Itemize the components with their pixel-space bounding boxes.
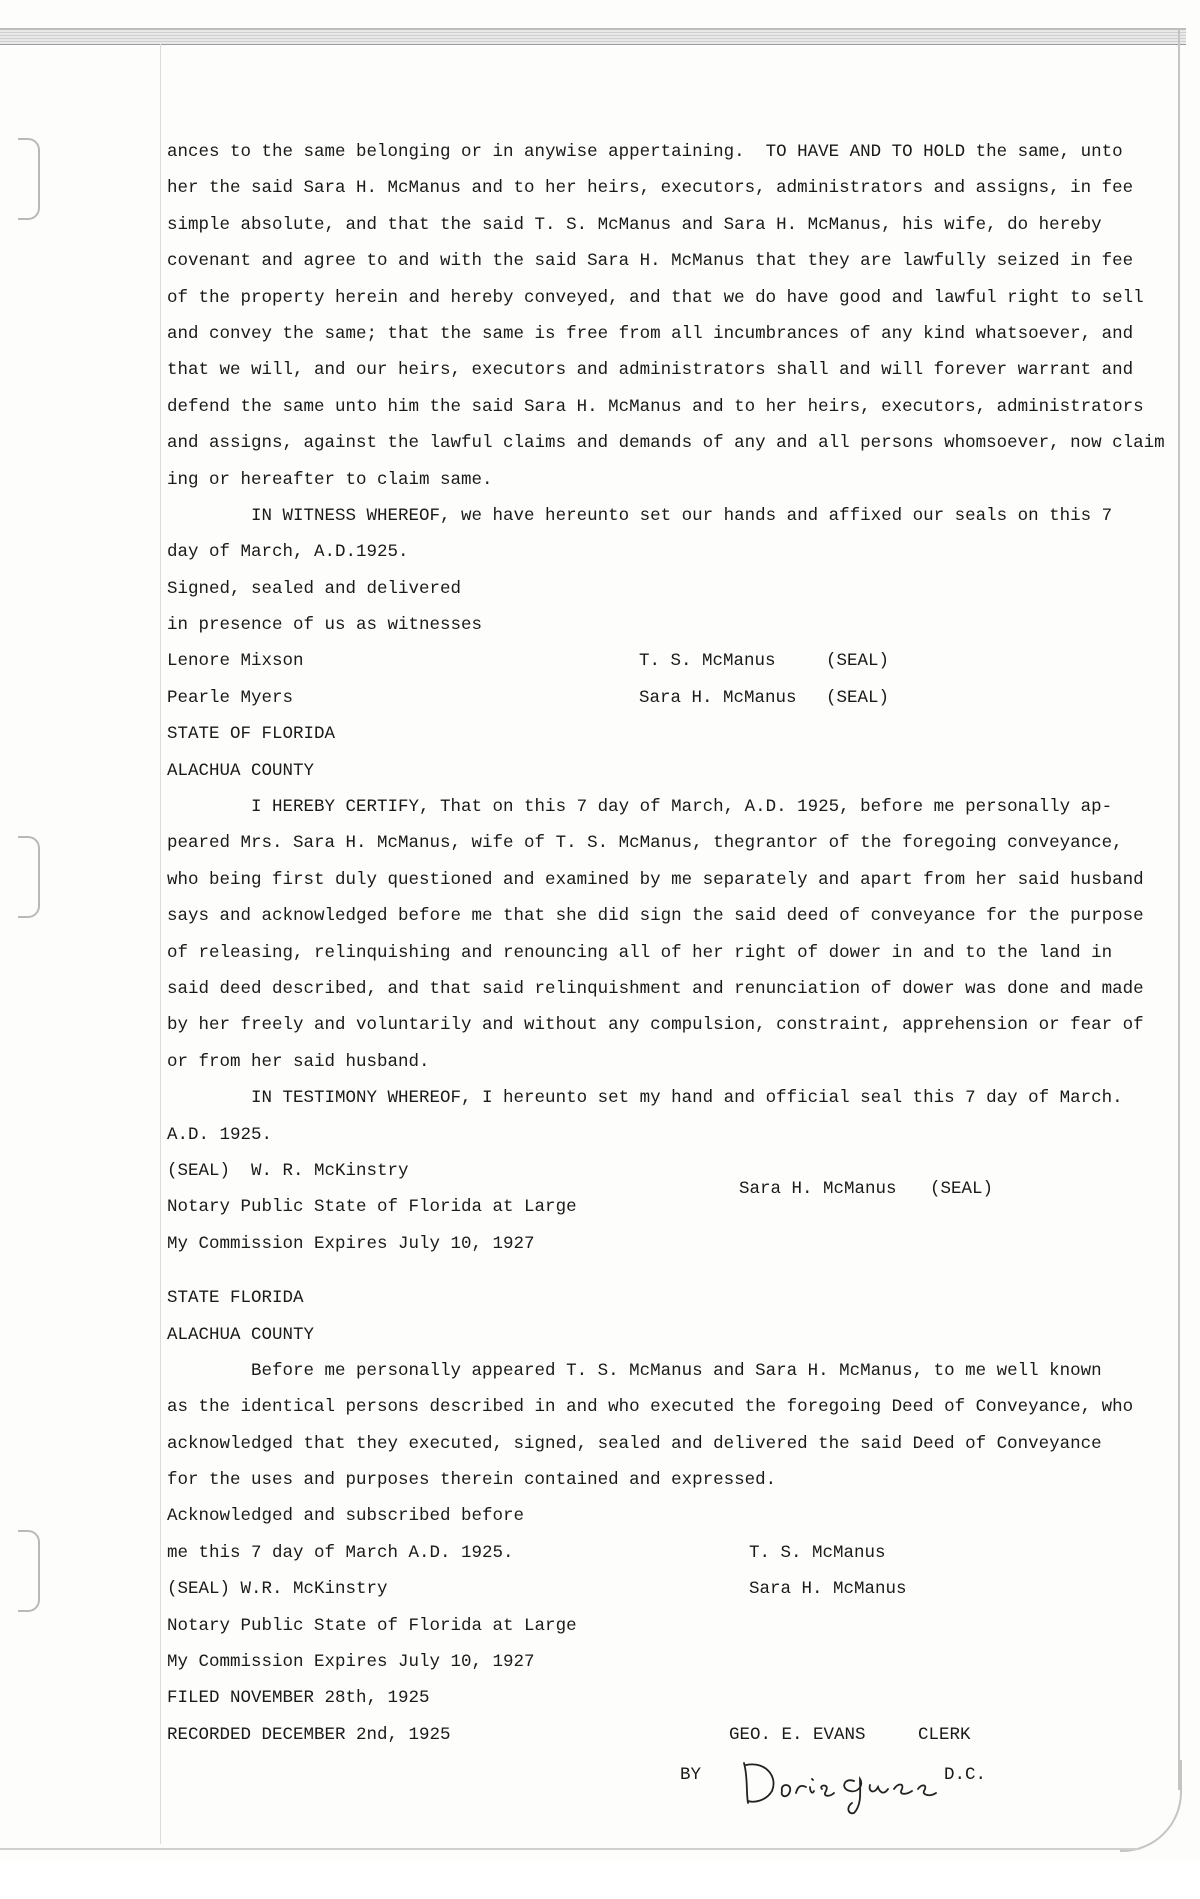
certificate-line: I HEREBY CERTIFY, That on this 7 day of March, A.D. 1925, before me personally ap- xyxy=(167,797,1113,818)
signer-name: Sara H. McManus xyxy=(639,687,797,708)
deputy-signature xyxy=(736,1755,1036,1815)
handwritten-signature-icon xyxy=(736,1755,1036,1815)
venue-state: STATE FLORIDA xyxy=(167,1288,304,1309)
clerk-name: GEO. E. EVANS xyxy=(729,1724,866,1745)
page-top-edge xyxy=(0,28,1186,45)
ack-date: me this 7 day of March A.D. 1925. xyxy=(167,1542,514,1563)
deed-line: that we will, and our heirs, executors and administrators shall and will forever warrant and xyxy=(167,360,1134,381)
witness-name: Lenore Mixson xyxy=(167,651,304,672)
deed-line: defend the same unto him the said Sara H. McManus and to her heirs, executors, administrators xyxy=(167,396,1144,417)
signer-name: Sara H. McManus xyxy=(739,1178,897,1199)
certificate-line: says and acknowledged before me that she did sign the said deed of conveyance for the purpose xyxy=(167,906,1144,927)
deed-text xyxy=(167,134,1177,1790)
signature-row xyxy=(167,643,1177,679)
certificate-line: said deed described, and that said relinquishment and renunciation of dower was done and made xyxy=(167,978,1144,999)
deed-line: of the property herein and hereby conveyed, and that we do have good and lawful right to sell xyxy=(167,287,1144,308)
page-right-edge xyxy=(1178,30,1180,1790)
notary-name: (SEAL) W. R. McKinstry xyxy=(167,1160,409,1181)
signer-name: T. S. McManus xyxy=(639,651,776,672)
deed-line: her the said Sara H. McManus and to her heirs, executors, administrators and assigns, in fee xyxy=(167,178,1134,199)
witness-name: Pearle Myers xyxy=(167,687,294,708)
ack-subscribed: Acknowledged and subscribed before xyxy=(167,1506,525,1527)
acknowledgment-line: for the uses and purposes therein contained and expressed. xyxy=(167,1470,777,1491)
deed-line: ing or hereafter to claim same. xyxy=(167,469,493,490)
notary-row xyxy=(167,1571,1177,1607)
deed-line: simple absolute, and that the said T. S. McManus and Sara H. McManus, his wife, do hereby xyxy=(167,214,1102,235)
deed-line: day of March, A.D.1925. xyxy=(167,542,409,563)
venue-state: STATE OF FLORIDA xyxy=(167,724,336,745)
notary-commission: My Commission Expires July 10, 1927 xyxy=(167,1233,535,1254)
acknowledgment-line: acknowledged that they executed, signed, sealed and delivered the said Deed of Conveyance xyxy=(167,1433,1102,1454)
binder-hole-icon xyxy=(18,836,40,918)
signed-line: Signed, sealed and delivered xyxy=(167,578,462,599)
seal-mark: (SEAL) xyxy=(826,687,890,708)
certificate-line: of releasing, relinquishing and renouncing all of her right of dower in and to the land in xyxy=(167,942,1113,963)
notary-commission: My Commission Expires July 10, 1927 xyxy=(167,1652,535,1673)
notary-title: Notary Public State of Florida at Large xyxy=(167,1615,577,1636)
deed-line: covenant and agree to and with the said Sara H. McManus that they are lawfully seized in fee xyxy=(167,251,1134,272)
certificate-line: or from her said husband. xyxy=(167,1051,430,1072)
venue-county: ALACHUA COUNTY xyxy=(167,760,315,781)
signature-row xyxy=(167,680,1177,716)
filed-date: FILED NOVEMBER 28th, 1925 xyxy=(167,1688,430,1709)
seal-mark: (SEAL) xyxy=(826,651,890,672)
recorded-date: RECORDED DECEMBER 2nd, 1925 xyxy=(167,1724,451,1745)
binder-hole-icon xyxy=(18,138,40,220)
seal-mark: (SEAL) xyxy=(930,1178,994,1199)
signer-name: T. S. McManus xyxy=(749,1542,886,1563)
deed-line: and convey the same; that the same is free from all incumbrances of any kind whatsoever, and xyxy=(167,323,1134,344)
acknowledgment-line: Before me personally appeared T. S. McManus and Sara H. McManus, to me well known xyxy=(167,1360,1102,1381)
acknowledgment-line: as the identical persons described in and who executed the foregoing Deed of Conveyance, who xyxy=(167,1397,1134,1418)
certificate-line: IN TESTIMONY WHEREOF, I hereunto set my hand and official seal this 7 day of March. xyxy=(167,1088,1123,1109)
notary-row xyxy=(167,1153,1177,1199)
left-margin-rule xyxy=(160,44,161,1844)
signer-name: Sara H. McManus xyxy=(749,1579,907,1600)
by-label: BY xyxy=(680,1765,702,1786)
venue-county: ALACHUA COUNTY xyxy=(167,1324,315,1345)
notary-title: Notary Public State of Florida at Large xyxy=(167,1197,577,1218)
deputy-clerk-label: D.C. xyxy=(944,1765,987,1786)
certificate-line: by her freely and voluntarily and without any compulsion, constraint, apprehension or fear of xyxy=(167,1015,1144,1036)
certificate-line: A.D. 1925. xyxy=(167,1124,273,1145)
certificate-line: who being first duly questioned and examined by me separately and apart from her said husband xyxy=(167,869,1144,890)
certificate-line: peared Mrs. Sara H. McManus, wife of T. S. McManus, thegrantor of the foregoing conveyance, xyxy=(167,833,1123,854)
deed-line: IN WITNESS WHEREOF, we have hereunto set our hands and affixed our seals on this 7 xyxy=(167,505,1113,526)
binder-hole-icon xyxy=(18,1530,40,1612)
ack-date-row xyxy=(167,1535,1177,1571)
deed-line: and assigns, against the lawful claims and demands of any and all persons whomsoever, now claim xyxy=(167,433,1165,454)
clerk-title: CLERK xyxy=(918,1724,971,1745)
deed-line: ances to the same belonging or in anywise appertaining. TO HAVE AND TO HOLD the same, unto xyxy=(167,142,1123,162)
notary-name: (SEAL) W.R. McKinstry xyxy=(167,1579,388,1600)
recorded-row xyxy=(167,1717,1177,1753)
presence-line: in presence of us as witnesses xyxy=(167,615,483,636)
